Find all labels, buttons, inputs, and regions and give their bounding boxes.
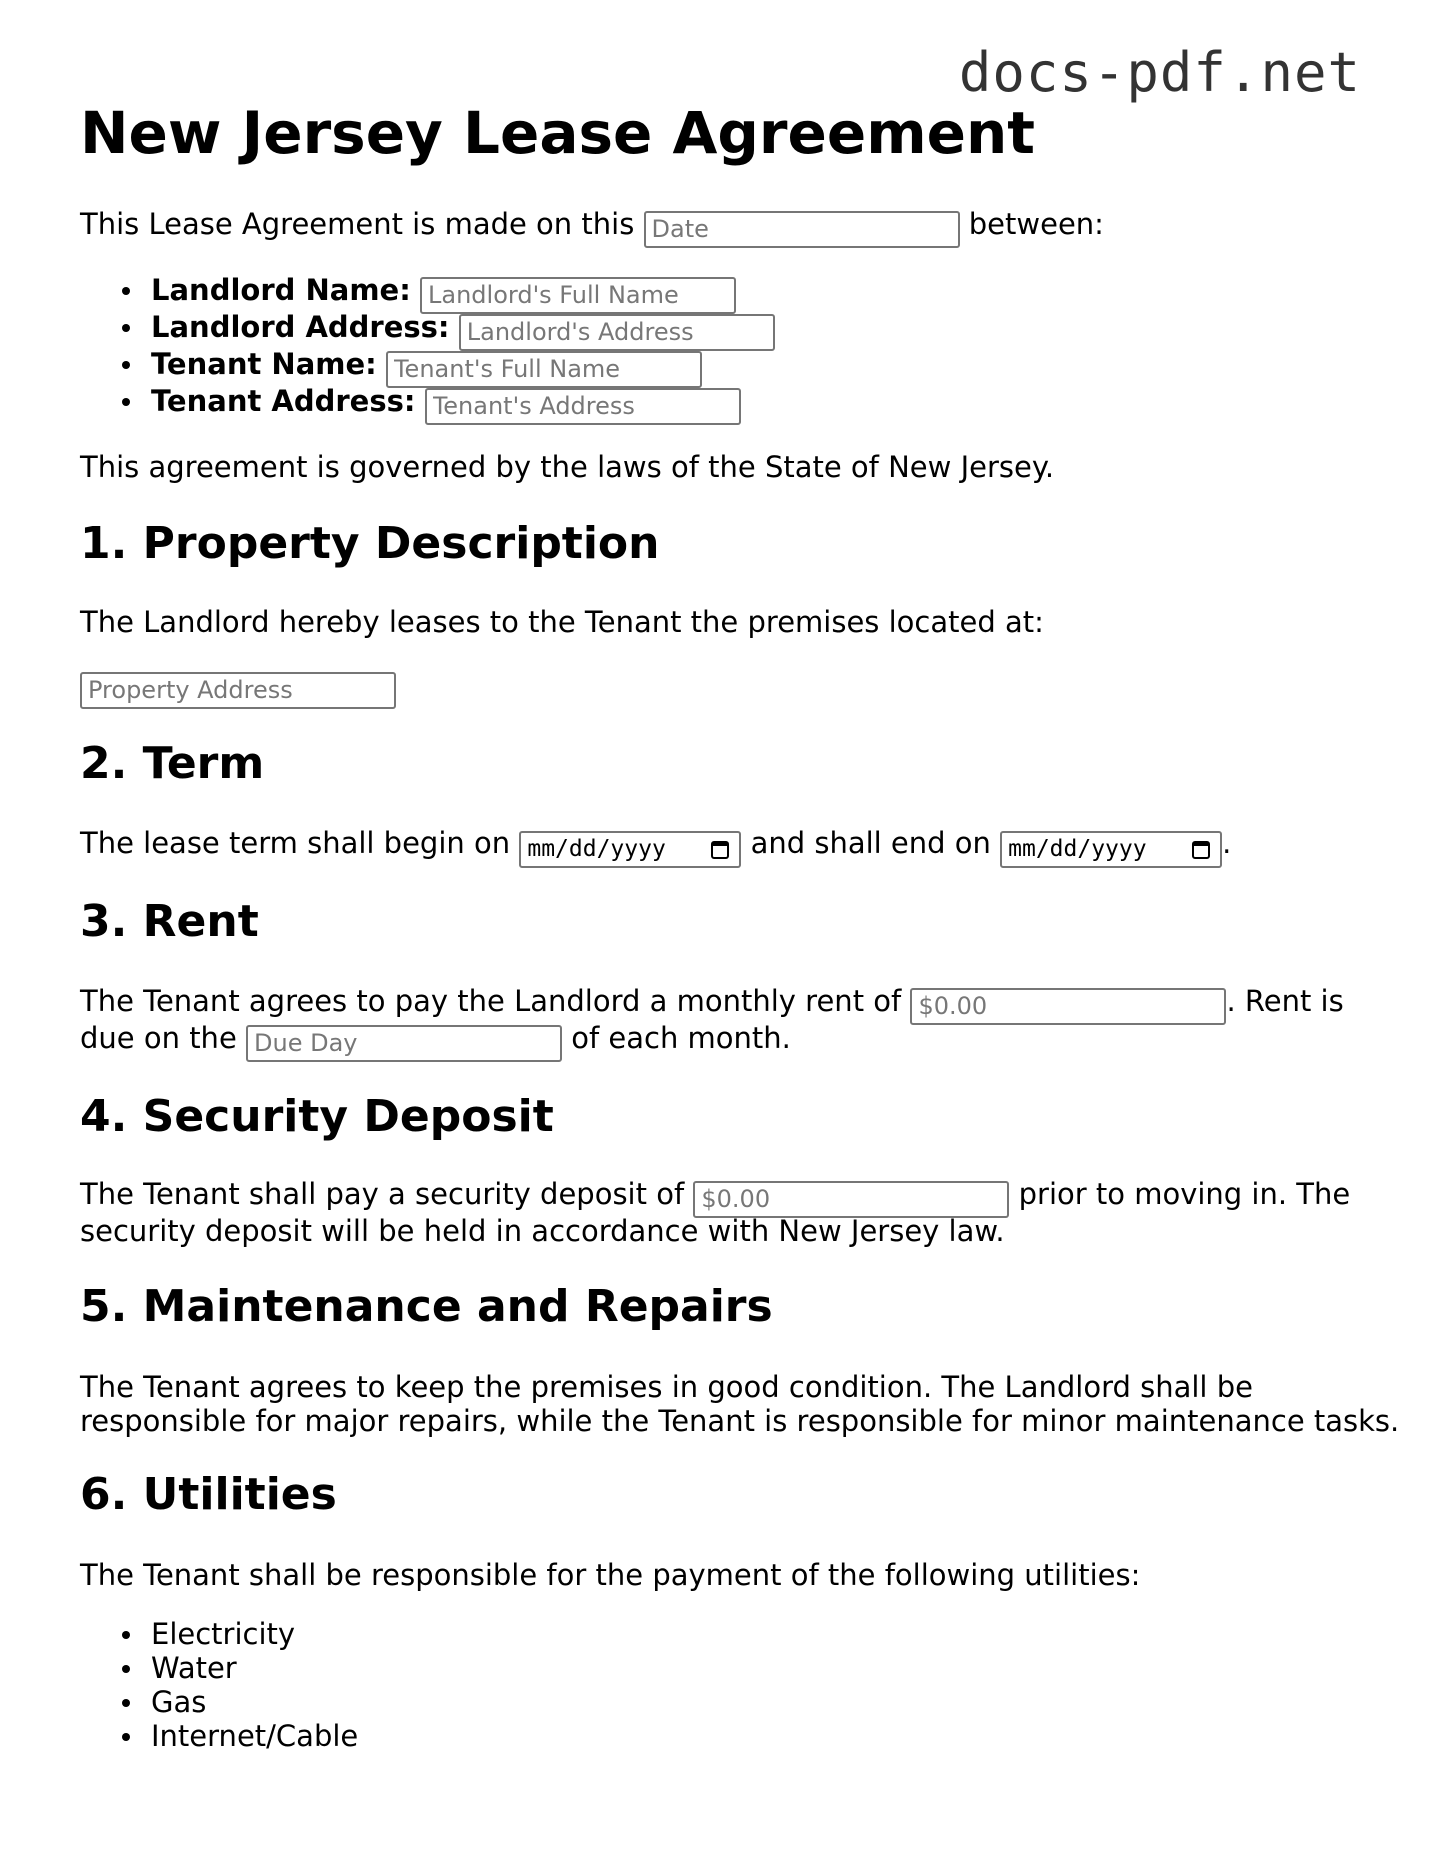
utilities-list <box>80 1617 358 1753</box>
term-begin-text: The lease term shall begin on <box>80 826 511 860</box>
utilities-heading: 6. Utilities <box>80 1469 337 1520</box>
term-middle-text: and shall end on <box>750 826 991 860</box>
landlord-address-input[interactable] <box>459 314 775 351</box>
tenant-name-label: Tenant Name: <box>151 347 377 381</box>
rent-text-4: of each month. <box>571 1021 791 1055</box>
maintenance-line-1: The Tenant agrees to keep the premises in good condition. The Landlord shall be <box>80 1370 1253 1404</box>
term-heading: 2. Term <box>80 738 265 789</box>
list-item <box>80 309 775 346</box>
list-item <box>80 383 775 420</box>
property-text: The Landlord hereby leases to the Tenant the premises located at: <box>80 605 1044 639</box>
property-address-input[interactable] <box>80 672 396 709</box>
rent-line-2 <box>80 1020 791 1062</box>
governing-law-text: This agreement is governed by the laws of the State of New Jersey. <box>80 450 1055 484</box>
list-item <box>80 272 775 309</box>
calendar-icon[interactable] <box>1192 841 1210 859</box>
rent-heading: 3. Rent <box>80 896 259 947</box>
intro-text-after: between: <box>968 207 1104 241</box>
list-item <box>80 346 775 383</box>
monthly-rent-input[interactable] <box>910 988 1226 1025</box>
list-item: Gas <box>80 1685 358 1719</box>
end-date-display: mm/dd/yyyy <box>1008 836 1147 862</box>
list-item: Internet/Cable <box>80 1719 358 1753</box>
list-item: Electricity <box>80 1617 358 1651</box>
deposit-text-2: prior to moving in. The <box>1018 1177 1351 1211</box>
start-date-display: mm/dd/yyyy <box>527 836 666 862</box>
intro-text-before: This Lease Agreement is made on this <box>80 207 635 241</box>
tenant-name-input[interactable] <box>386 351 702 388</box>
deposit-text-1: The Tenant shall pay a security deposit of <box>80 1177 685 1211</box>
deposit-line-1 <box>80 1176 1350 1218</box>
document-title: New Jersey Lease Agreement <box>80 99 1035 167</box>
intro-paragraph <box>80 206 1104 248</box>
property-address-row <box>80 667 396 709</box>
parties-list <box>80 272 775 420</box>
property-heading: 1. Property Description <box>80 518 660 569</box>
agreement-date-input[interactable] <box>644 211 960 248</box>
term-paragraph <box>80 825 1231 868</box>
rent-text-1: The Tenant agrees to pay the Landlord a monthly rent of <box>80 984 902 1018</box>
tenant-address-input[interactable] <box>425 388 741 425</box>
tenant-address-label: Tenant Address: <box>151 384 416 418</box>
deposit-heading: 4. Security Deposit <box>80 1091 554 1142</box>
rent-line-1 <box>80 983 1344 1025</box>
utilities-text: The Tenant shall be responsible for the payment of the following utilities: <box>80 1558 1141 1592</box>
list-item: Water <box>80 1651 358 1685</box>
security-deposit-input[interactable] <box>693 1181 1009 1218</box>
calendar-icon[interactable] <box>711 841 729 859</box>
lease-end-date-input[interactable] <box>1000 831 1222 868</box>
deposit-line-2: security deposit will be held in accordance with New Jersey law. <box>80 1214 1005 1248</box>
lease-start-date-input[interactable] <box>519 831 741 868</box>
maintenance-line-2: responsible for major repairs, while the Tenant is responsible for minor maintenance tasks. <box>80 1404 1400 1438</box>
maintenance-heading: 5. Maintenance and Repairs <box>80 1281 773 1332</box>
term-end-text: . <box>1222 826 1232 860</box>
landlord-address-label: Landlord Address: <box>151 310 450 344</box>
watermark: docs-pdf.net <box>958 41 1361 104</box>
landlord-name-label: Landlord Name: <box>151 273 411 307</box>
rent-text-2: . Rent is <box>1226 984 1344 1018</box>
landlord-name-input[interactable] <box>420 277 736 314</box>
rent-text-3: due on the <box>80 1021 237 1055</box>
due-day-input[interactable] <box>246 1025 562 1062</box>
